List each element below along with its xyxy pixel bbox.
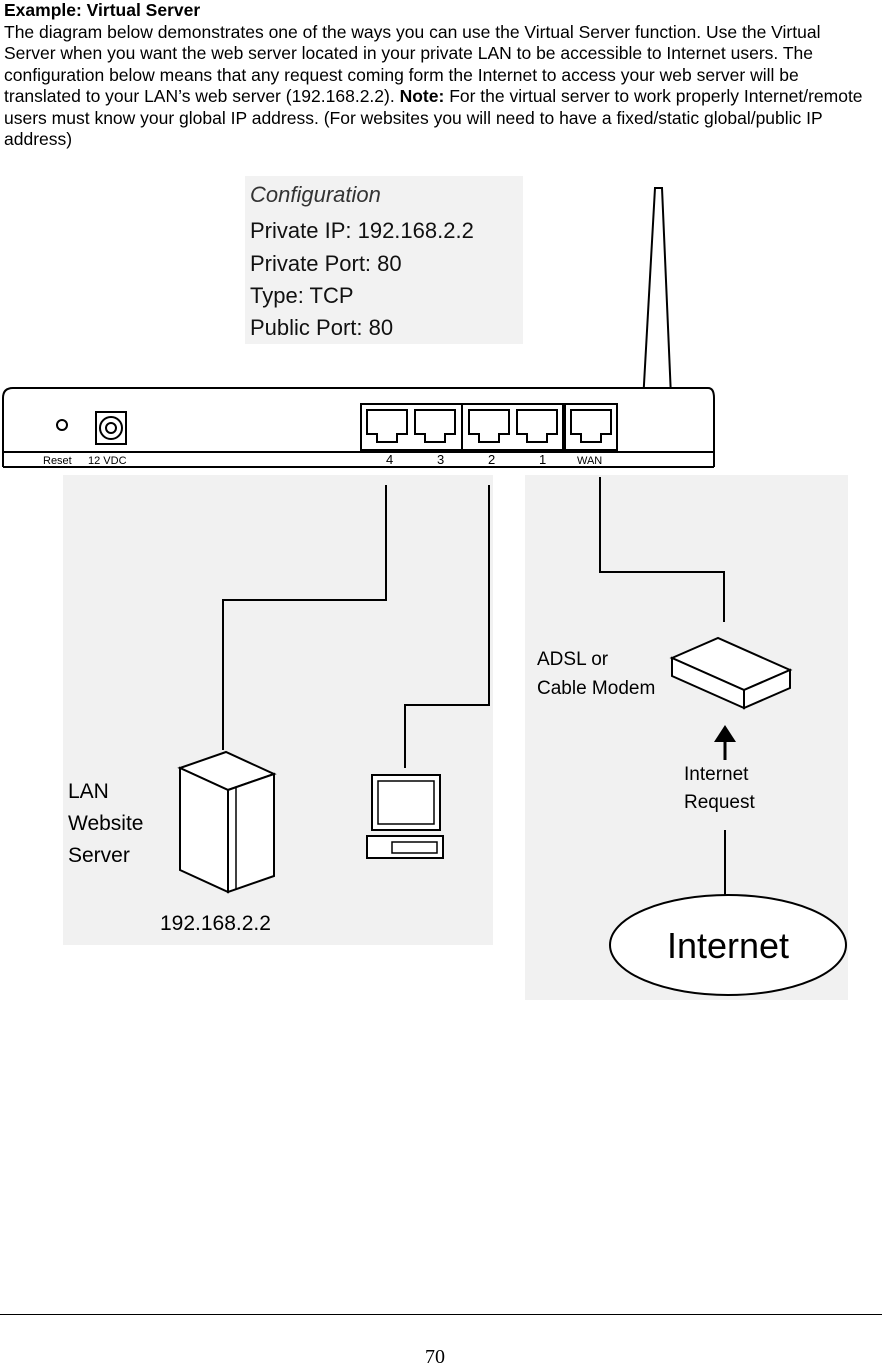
server-ip-label: 192.168.2.2 <box>160 912 271 935</box>
config-line: Type: TCP <box>250 283 354 308</box>
modem-label: Cable Modem <box>537 678 656 699</box>
port-label: 3 <box>437 452 445 467</box>
server-label: LAN <box>68 780 109 803</box>
wan-label: WAN <box>577 455 603 467</box>
port-label: 1 <box>539 452 547 467</box>
note-text: For the virtual server to work properly Internet/remote users must know your global IP address. (For websites you will need to have a fixed/static global/public IP address) <box>4 86 863 149</box>
port-label: 4 <box>386 452 394 467</box>
config-title: Configuration <box>250 182 381 207</box>
internet-label: Internet <box>666 925 790 966</box>
server-icon <box>180 752 274 892</box>
lan-panel-bg <box>63 475 493 945</box>
port-label: 2 <box>488 452 496 467</box>
reset-label: Reset <box>43 455 72 467</box>
section-heading: Example: Virtual Server <box>4 0 201 20</box>
power-label: 12 VDC <box>88 455 127 467</box>
footer-divider <box>0 1314 882 1315</box>
server-label: Website <box>68 812 144 835</box>
request-label: Internet <box>684 764 749 785</box>
virtual-server-diagram <box>0 170 882 1010</box>
router-back-panel <box>3 388 714 467</box>
note-label: Note: <box>399 86 445 106</box>
server-label: Server <box>68 844 130 867</box>
intro-paragraph: The diagram below demonstrates one of the ways you can use the Virtual Server function. Use the Virtual Server when you want the web server located in your private LAN to be accessible to Internet users. The configuration below means that any request coming form the Internet to access your web server will be translated to your LAN’s web server (192.168.2.2). <box>4 21 821 106</box>
power-jack-icon <box>96 412 126 444</box>
modem-label: ADSL or <box>537 649 609 670</box>
computer-icon <box>367 775 443 858</box>
config-line: Public Port: 80 <box>250 315 394 340</box>
config-line: Private IP: 192.168.2.2 <box>250 218 474 243</box>
request-label: Request <box>684 792 755 813</box>
page-number: 70 <box>425 1346 445 1368</box>
reset-button-icon <box>57 420 67 430</box>
config-line: Private Port: 80 <box>250 251 402 276</box>
intro-block <box>4 0 874 151</box>
